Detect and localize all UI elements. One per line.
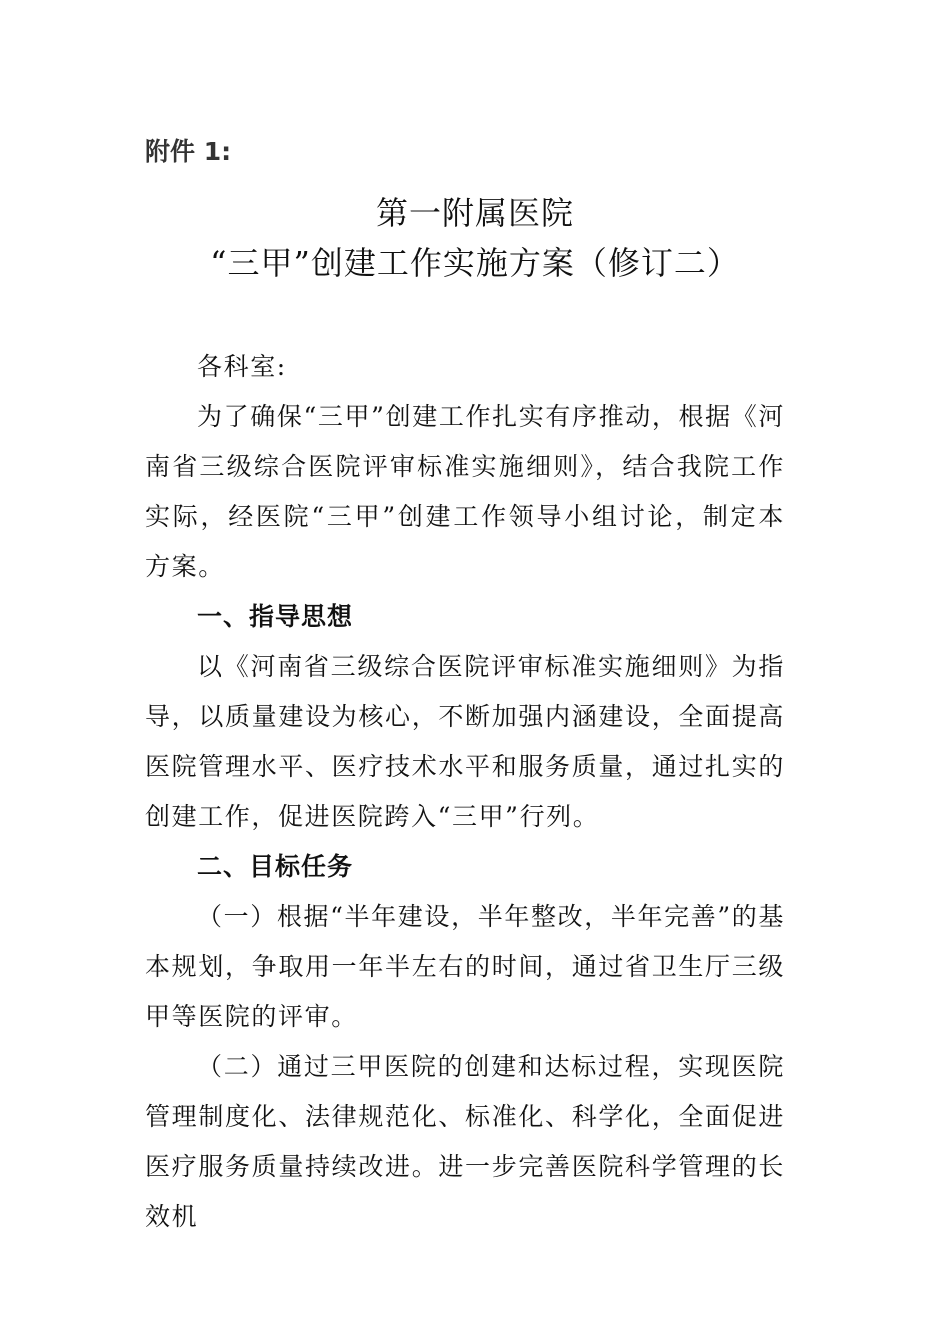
document-body <box>145 342 785 1242</box>
document-title-line2: “三甲”创建工作实施方案（修订二） <box>210 244 740 282</box>
section-heading-objectives: 二、目标任务 <box>197 852 354 881</box>
intro-paragraph: 为了确保“三甲”创建工作扎实有序推动，根据《河南省三级综合医院评审标准实施细则》，结合我院工作实际，经医院“三甲”创建工作领导小组讨论，制定本方案。 <box>145 402 785 581</box>
objective-item-2: （二）通过三甲医院的创建和达标过程，实现医院管理制度化、法律规范化、标准化、科学化，全面促进医疗服务质量持续改进。进一步完善医院科学管理的长效机 <box>145 1052 785 1231</box>
guiding-ideology-paragraph: 以《河南省三级综合医院评审标准实施细则》为指导，以质量建设为核心，不断加强内涵建设，全面提高医院管理水平、医疗技术水平和服务质量，通过扎实的创建工作，促进医院跨入“三甲”行列。 <box>145 652 785 831</box>
document-title-line1: 第一附属医院 <box>375 194 574 232</box>
section-heading-guiding-ideology: 一、指导思想 <box>197 602 354 631</box>
salutation: 各科室: <box>197 352 287 381</box>
objective-item-1: （一）根据“半年建设，半年整改，半年完善”的基本规划，争取用一年半左右的时间，通过省卫生厅三级甲等医院的评审。 <box>145 902 785 1031</box>
attachment-label: 附件 1: <box>145 137 232 166</box>
